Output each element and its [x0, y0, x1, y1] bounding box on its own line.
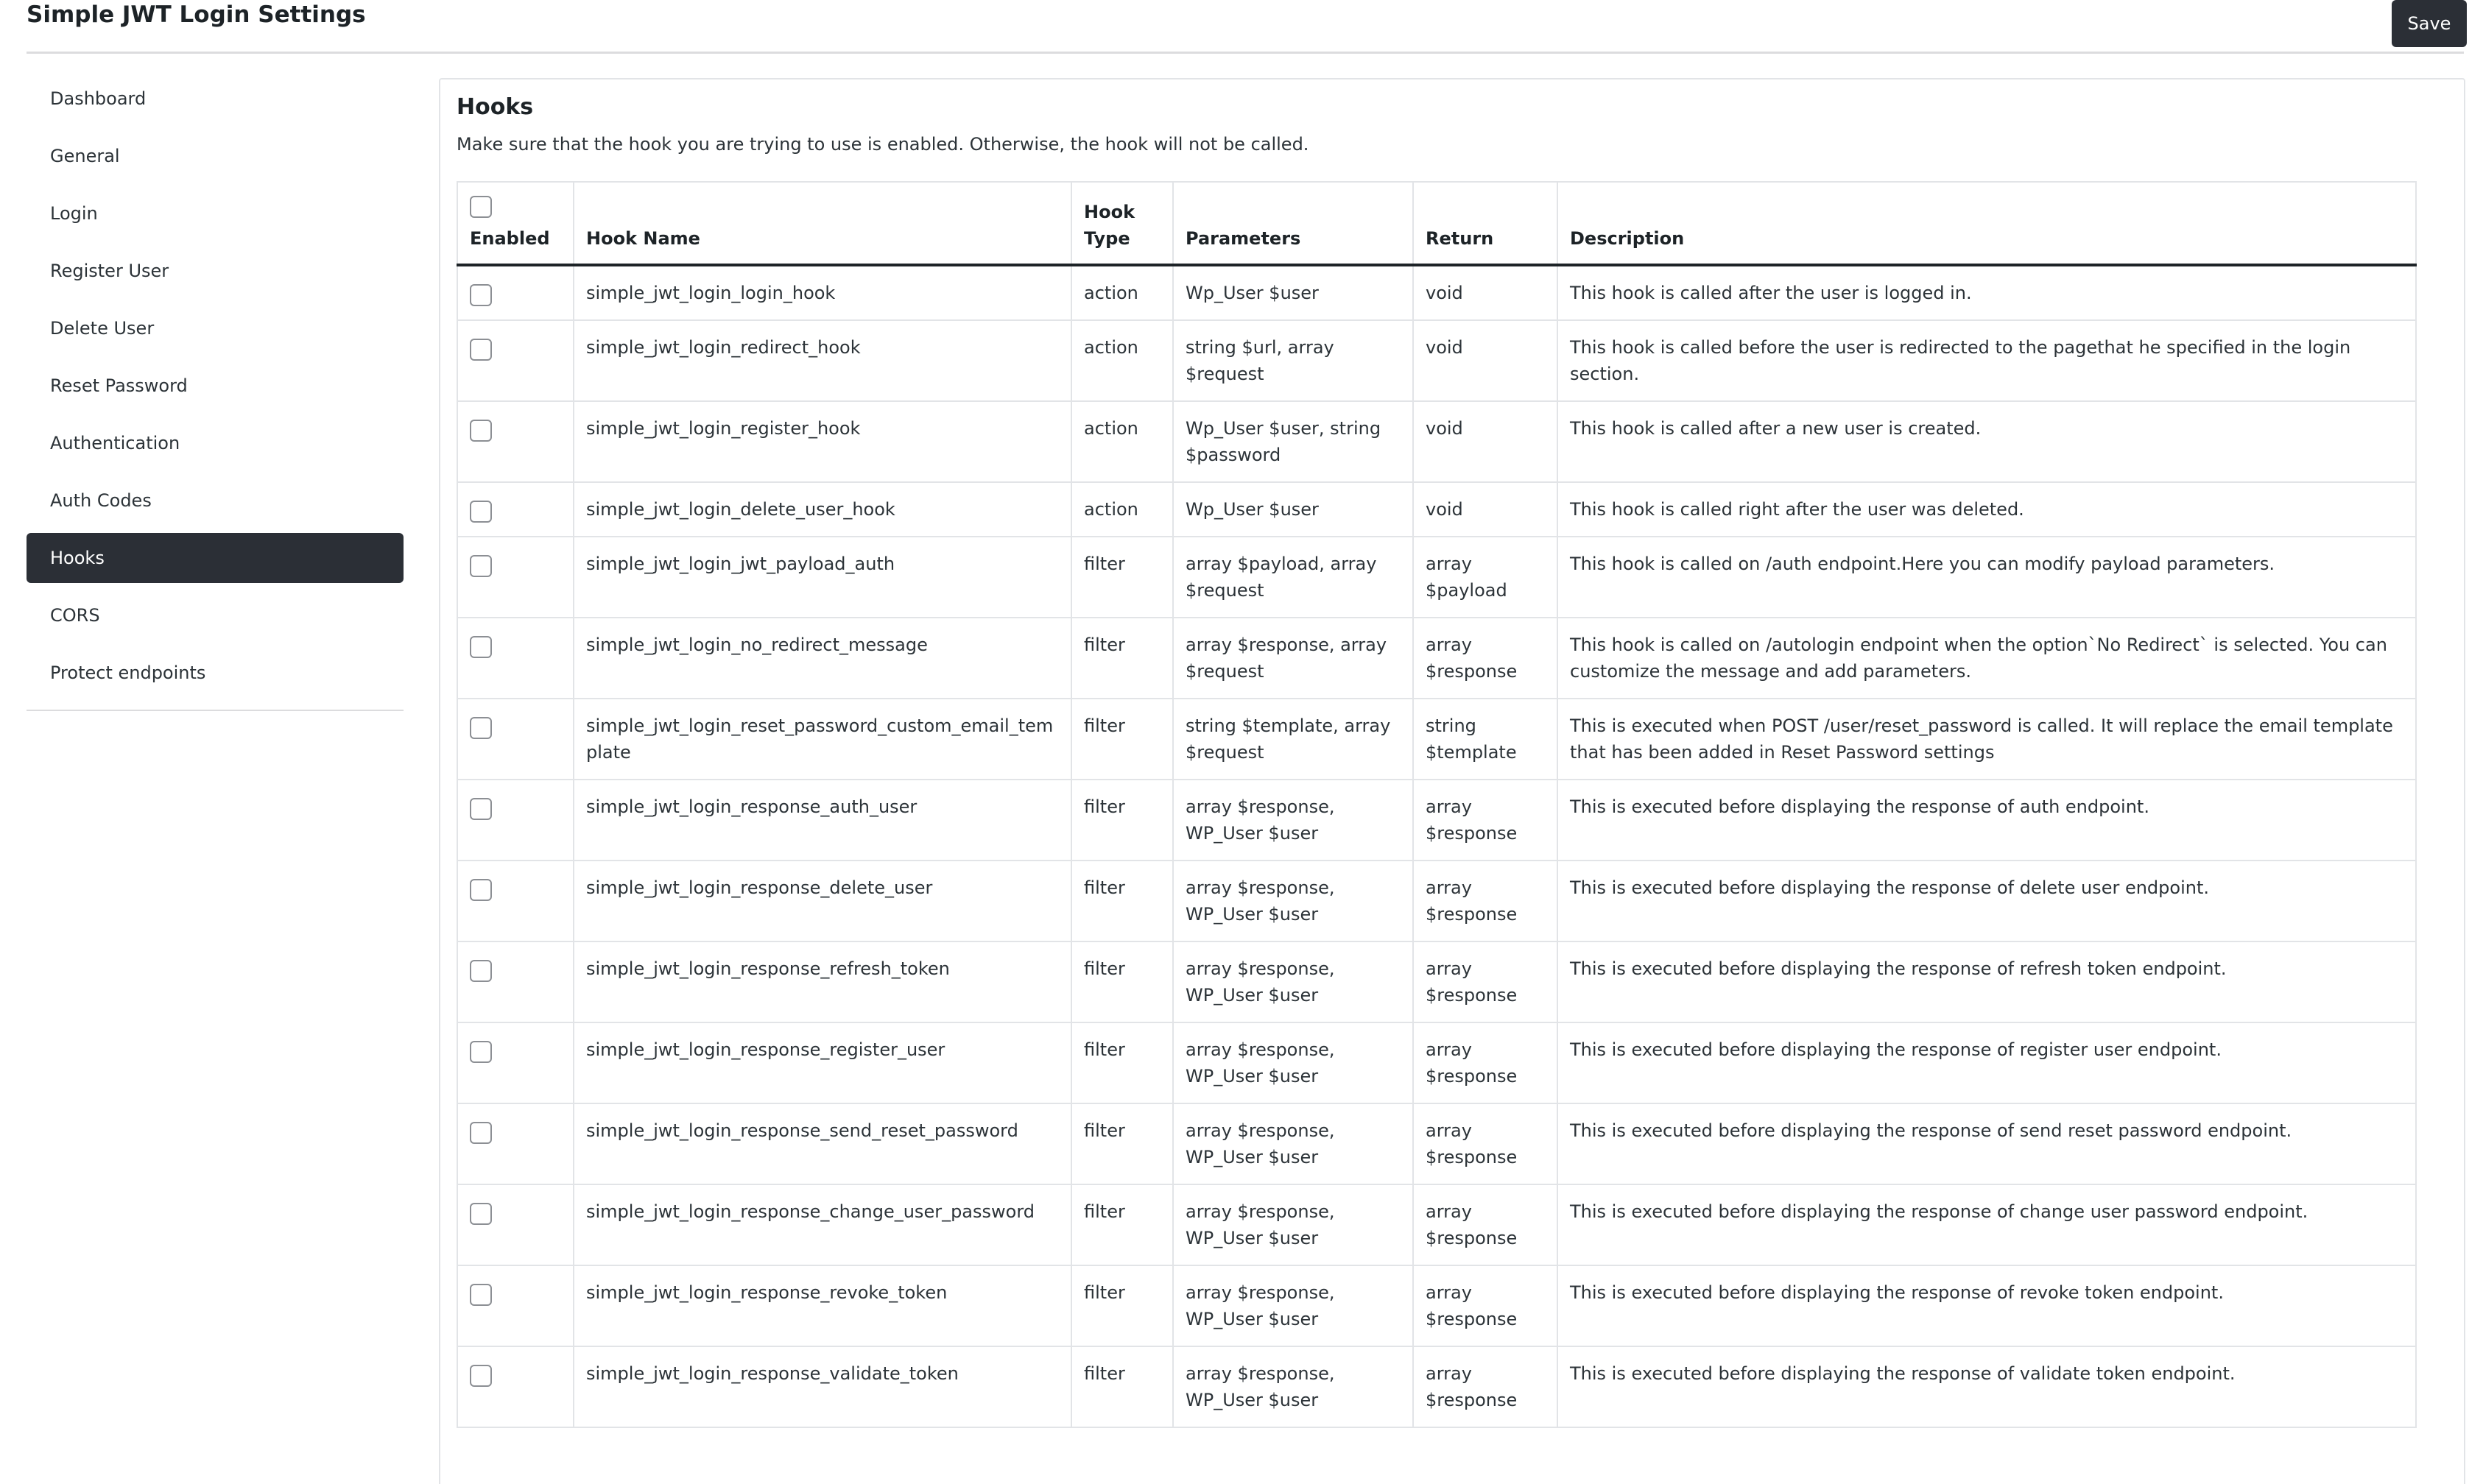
- column-header-enabled: [457, 182, 574, 265]
- description-cell: This is executed before displaying the response of delete user endpoint.: [1557, 861, 2416, 941]
- section-title: Hooks: [457, 94, 534, 120]
- table-row: [457, 861, 2416, 941]
- parameters-cell: array $response, WP_User $user: [1173, 941, 1413, 1022]
- hook-type-cell: filter: [1071, 537, 1173, 618]
- parameters-cell: array $response, WP_User $user: [1173, 1022, 1413, 1103]
- hook-name-cell: simple_jwt_login_response_revoke_token: [574, 1265, 1071, 1346]
- return-cell: array $response: [1413, 1346, 1557, 1427]
- sidebar-nav: [27, 74, 404, 711]
- return-cell: void: [1413, 401, 1557, 482]
- hook-type-cell: filter: [1071, 1184, 1173, 1265]
- hook-name-cell: simple_jwt_login_no_redirect_message: [574, 618, 1071, 699]
- hook-type-cell: filter: [1071, 618, 1173, 699]
- hook-name-cell: simple_jwt_login_register_hook: [574, 401, 1071, 482]
- return-cell: array $response: [1413, 861, 1557, 941]
- parameters-cell: array $response, WP_User $user: [1173, 1346, 1413, 1427]
- hook-name-cell: simple_jwt_login_response_change_user_password: [574, 1184, 1071, 1265]
- enable-hook-checkbox[interactable]: [470, 501, 492, 523]
- return-cell: array $response: [1413, 780, 1557, 861]
- enabled-cell: [457, 1265, 574, 1346]
- table-row: [457, 1022, 2416, 1103]
- page-title: Simple JWT Login Settings: [27, 1, 366, 28]
- parameters-cell: array $response, WP_User $user: [1173, 1184, 1413, 1265]
- hooks-panel: [439, 78, 2465, 1484]
- description-cell: This hook is called on /autologin endpoint when the option`No Redirect` is selected. You can customize the message and add parameters.: [1557, 618, 2416, 699]
- return-cell: array $response: [1413, 618, 1557, 699]
- return-cell: array $response: [1413, 941, 1557, 1022]
- description-cell: This is executed before displaying the response of send reset password endpoint.: [1557, 1103, 2416, 1184]
- table-row: [457, 618, 2416, 699]
- sidebar-item-auth-codes[interactable]: Auth Codes: [50, 490, 152, 511]
- enabled-cell: [457, 401, 574, 482]
- return-cell: void: [1413, 265, 1557, 320]
- hook-name-cell: simple_jwt_login_response_send_reset_password: [574, 1103, 1071, 1184]
- description-cell: This is executed before displaying the response of register user endpoint.: [1557, 1022, 2416, 1103]
- enabled-cell: [457, 1184, 574, 1265]
- sidebar-item-cors[interactable]: CORS: [50, 605, 100, 626]
- enable-hook-checkbox[interactable]: [470, 1365, 492, 1387]
- description-cell: This is executed before displaying the response of change user password endpoint.: [1557, 1184, 2416, 1265]
- enable-hook-checkbox[interactable]: [470, 798, 492, 820]
- enable-hook-checkbox[interactable]: [470, 284, 492, 306]
- sidebar-item-authentication[interactable]: Authentication: [50, 433, 180, 453]
- parameters-cell: array $payload, array $request: [1173, 537, 1413, 618]
- column-header-parameters: Parameters: [1173, 182, 1413, 265]
- hook-name-cell: simple_jwt_login_response_auth_user: [574, 780, 1071, 861]
- description-cell: This is executed before displaying the response of validate token endpoint.: [1557, 1346, 2416, 1427]
- parameters-cell: array $response, WP_User $user: [1173, 780, 1413, 861]
- hook-type-cell: filter: [1071, 1346, 1173, 1427]
- return-cell: array $response: [1413, 1265, 1557, 1346]
- hook-name-cell: simple_jwt_login_response_refresh_token: [574, 941, 1071, 1022]
- enabled-cell: [457, 265, 574, 320]
- description-cell: This is executed before displaying the response of refresh token endpoint.: [1557, 941, 2416, 1022]
- hook-name-cell: simple_jwt_login_response_validate_token: [574, 1346, 1071, 1427]
- sidebar-item-register-user[interactable]: Register User: [50, 261, 169, 281]
- sidebar-item-reset-password[interactable]: Reset Password: [50, 375, 188, 396]
- return-cell: void: [1413, 320, 1557, 401]
- column-header-label: Enabled: [470, 228, 550, 249]
- hook-type-cell: action: [1071, 401, 1173, 482]
- hook-type-cell: filter: [1071, 699, 1173, 780]
- enabled-cell: [457, 1103, 574, 1184]
- hook-name-cell: simple_jwt_login_login_hook: [574, 265, 1071, 320]
- return-cell: array $response: [1413, 1022, 1557, 1103]
- enabled-cell: [457, 1346, 574, 1427]
- hook-type-cell: action: [1071, 482, 1173, 537]
- table-row: [457, 320, 2416, 401]
- enabled-cell: [457, 618, 574, 699]
- enable-hook-checkbox[interactable]: [470, 717, 492, 739]
- enabled-cell: [457, 861, 574, 941]
- description-cell: This is executed before displaying the response of revoke token endpoint.: [1557, 1265, 2416, 1346]
- hooks-table: [457, 181, 2417, 1428]
- description-cell: This is executed before displaying the response of auth endpoint.: [1557, 780, 2416, 861]
- select-all-checkbox[interactable]: [470, 196, 492, 218]
- sidebar-item-login[interactable]: Login: [50, 203, 98, 224]
- hook-name-cell: simple_jwt_login_response_delete_user: [574, 861, 1071, 941]
- parameters-cell: array $response, WP_User $user: [1173, 861, 1413, 941]
- column-header-return: Return: [1413, 182, 1557, 265]
- hook-type-cell: filter: [1071, 1265, 1173, 1346]
- enabled-cell: [457, 699, 574, 780]
- parameters-cell: string $template, array $request: [1173, 699, 1413, 780]
- table-row: [457, 1265, 2416, 1346]
- parameters-cell: array $response, WP_User $user: [1173, 1103, 1413, 1184]
- description-cell: This hook is called after a new user is created.: [1557, 401, 2416, 482]
- sidebar-item-delete-user[interactable]: Delete User: [50, 318, 155, 339]
- table-row: [457, 941, 2416, 1022]
- parameters-cell: array $response, array $request: [1173, 618, 1413, 699]
- hook-type-cell: filter: [1071, 1022, 1173, 1103]
- hook-name-cell: simple_jwt_login_jwt_payload_auth: [574, 537, 1071, 618]
- sidebar-item-hooks[interactable]: Hooks: [27, 533, 404, 583]
- enable-hook-checkbox[interactable]: [470, 1203, 492, 1225]
- hook-name-cell: simple_jwt_login_reset_password_custom_email_template: [574, 699, 1071, 780]
- hook-type-cell: action: [1071, 320, 1173, 401]
- return-cell: string $template: [1413, 699, 1557, 780]
- enable-hook-checkbox[interactable]: [470, 960, 492, 982]
- hook-type-cell: action: [1071, 265, 1173, 320]
- enabled-cell: [457, 537, 574, 618]
- table-row: [457, 401, 2416, 482]
- parameters-cell: Wp_User $user, string $password: [1173, 401, 1413, 482]
- hook-type-cell: filter: [1071, 861, 1173, 941]
- enabled-cell: [457, 482, 574, 537]
- parameters-cell: array $response, WP_User $user: [1173, 1265, 1413, 1346]
- save-button[interactable]: Save: [2392, 0, 2467, 47]
- column-header-description: Description: [1557, 182, 2416, 265]
- hook-name-cell: simple_jwt_login_response_register_user: [574, 1022, 1071, 1103]
- sidebar-item-protect-endpoints[interactable]: Protect endpoints: [50, 662, 206, 683]
- enable-hook-checkbox[interactable]: [470, 1284, 492, 1306]
- table-row: [457, 537, 2416, 618]
- hook-type-cell: filter: [1071, 780, 1173, 861]
- enable-hook-checkbox[interactable]: [470, 879, 492, 901]
- return-cell: void: [1413, 482, 1557, 537]
- return-cell: array $response: [1413, 1184, 1557, 1265]
- hook-type-cell: filter: [1071, 1103, 1173, 1184]
- enable-hook-checkbox[interactable]: [470, 555, 492, 577]
- column-header-hook-name: Hook Name: [574, 182, 1071, 265]
- table-row: [457, 1184, 2416, 1265]
- description-cell: This hook is called after the user is logged in.: [1557, 265, 2416, 320]
- parameters-cell: Wp_User $user: [1173, 482, 1413, 537]
- description-cell: This hook is called right after the user was deleted.: [1557, 482, 2416, 537]
- hook-name-cell: simple_jwt_login_delete_user_hook: [574, 482, 1071, 537]
- description-cell: This is executed when POST /user/reset_password is called. It will replace the email template that has been added in Reset Password settings: [1557, 699, 2416, 780]
- table-header-row: [457, 182, 2416, 265]
- description-cell: This hook is called before the user is redirected to the pagethat he specified in the login section.: [1557, 320, 2416, 401]
- hook-name-cell: simple_jwt_login_redirect_hook: [574, 320, 1071, 401]
- parameters-cell: Wp_User $user: [1173, 265, 1413, 320]
- sidebar-item-general[interactable]: General: [50, 146, 120, 166]
- parameters-cell: string $url, array $request: [1173, 320, 1413, 401]
- section-description: Make sure that the hook you are trying to use is enabled. Otherwise, the hook will not be called.: [457, 134, 1309, 155]
- table-row: [457, 1103, 2416, 1184]
- enable-hook-checkbox[interactable]: [470, 339, 492, 361]
- table-row: [457, 699, 2416, 780]
- return-cell: array $response: [1413, 1103, 1557, 1184]
- table-row: [457, 1346, 2416, 1427]
- sidebar-item-dashboard[interactable]: Dashboard: [50, 88, 147, 109]
- enable-hook-checkbox[interactable]: [470, 1041, 492, 1063]
- enabled-cell: [457, 941, 574, 1022]
- enabled-cell: [457, 320, 574, 401]
- enable-hook-checkbox[interactable]: [470, 636, 492, 658]
- description-cell: This hook is called on /auth endpoint.Here you can modify payload parameters.: [1557, 537, 2416, 618]
- return-cell: array $payload: [1413, 537, 1557, 618]
- enable-hook-checkbox[interactable]: [470, 1122, 492, 1144]
- table-row: [457, 482, 2416, 537]
- header-divider: [27, 52, 2464, 54]
- enabled-cell: [457, 780, 574, 861]
- hooks-table-body: [457, 265, 2416, 1427]
- column-header-hook-type: Hook Type: [1071, 182, 1173, 265]
- table-row: [457, 780, 2416, 861]
- enabled-cell: [457, 1022, 574, 1103]
- enable-hook-checkbox[interactable]: [470, 420, 492, 442]
- table-row: [457, 265, 2416, 320]
- hook-type-cell: filter: [1071, 941, 1173, 1022]
